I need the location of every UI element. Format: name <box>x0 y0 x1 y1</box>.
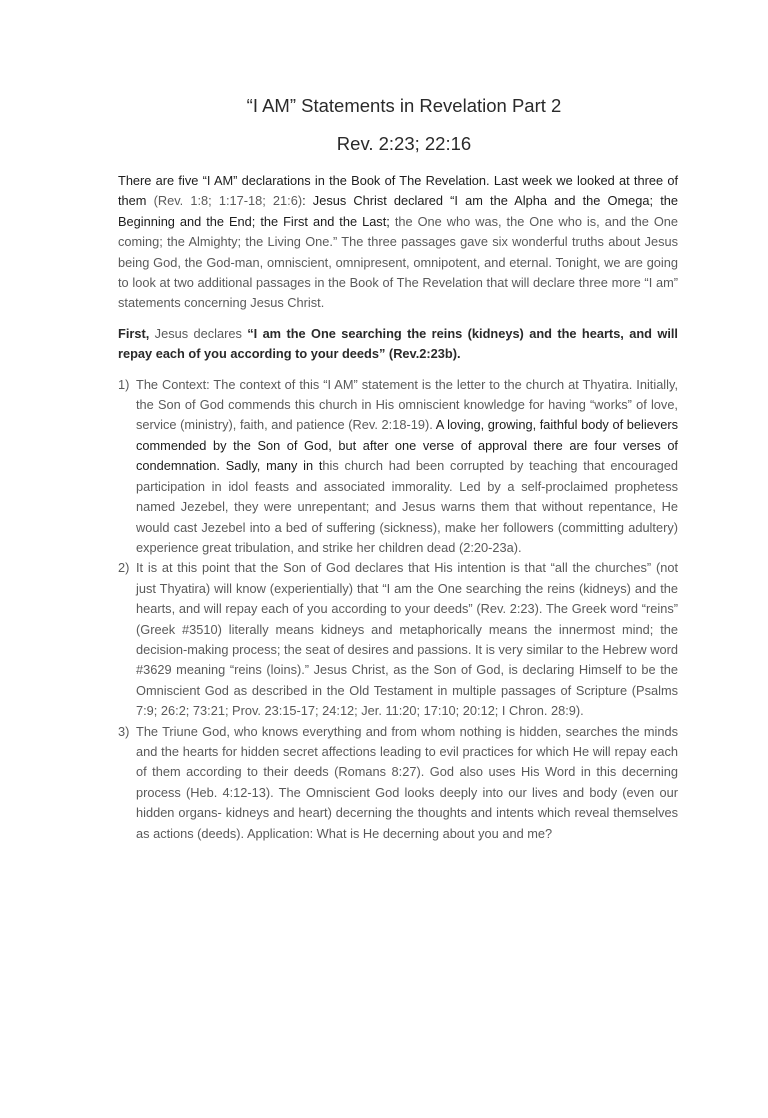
list-item-number: 1) <box>118 376 130 392</box>
list-item-number: 2) <box>118 560 130 576</box>
intro-reference: (Rev. 1:8; 1:17-18; 21:6) <box>146 193 303 209</box>
item-1-text-c: his church had been corrupted by teaching that encouraged participation in idol feasts and associated immorality. Led by a self-proclaimed prophetess named Jezebel, they were unrepentant; and Jesus warns them that without repentance, He would cast Jezebel into a bed of suffering (sickness), make her followers (committing adultery) experience great tribulation, and strike her children dead (2:20-23a). <box>136 458 678 555</box>
first-quote: “I am the One searching the reins (kidneys) and the hearts, and will repay each of you according to your deeds” (Rev.2:23b). <box>118 325 678 362</box>
list-item <box>118 722 678 844</box>
item-2-text: It is at this point that the Son of God declares that His intention is that “all the churches” (not just Thyatira) will know (experientially) that “I am the One searching the reins (kidneys) and the hearts, and will repay each of you according to your deeds” (Rev. 2:23). The Greek word “reins” (Greek #3510) literally means kidneys and metaphorically means the innermost mind; the decision-making process; the seat of desires and passions. It is very similar to the Hebrew word #3629 meaning “reins (loins).” Jesus Christ, as the Son of God, is declaring Himself to be the Omniscient God as described in the Old Testament in multiple passages of Scripture (Psalms 7:9; 26:2; 73:21; Prov. 23:15-17; 24:12; Jer. 11:20; 17:10; 20:12; I Chron. 28:9). <box>136 560 678 719</box>
first-lead: First, <box>118 325 150 341</box>
item-1-text-a: The Context: The context of this “I AM” statement is the letter to the church at Thyatira. Initially, the Son of God commends this church in His omniscient knowledge for having “works” of love, service (ministry), faith, and patience (Rev. 2:18-19). <box>136 376 678 433</box>
intro-paragraph <box>118 171 678 314</box>
document-page <box>0 94 768 1118</box>
intro-declaration: : Jesus Christ declared “I am the Alpha and the Omega; the Beginning and the End; the First and the Last; <box>118 193 678 229</box>
page-title: “I AM” Statements in Revelation Part 2 <box>246 95 562 116</box>
intro-text-1: There are five “I AM” declarations in the Book of The Revelation. Last week we looked at three of them <box>118 173 678 209</box>
item-1-text-b: A loving, growing, faithful body of believers commended by the Son of God, but after one verse of approval there are four verses of condemnation. Sadly, many in t <box>136 417 678 474</box>
intro-text-2: the One who was, the One who is, and the One coming; the Almighty; the Living One.” The three passages gave six wonderful truths about Jesus being God, the God-man, omniscient, omnipresent, omnipotent, and eternal. Tonight, we are going to look at two additional passages in the Book of The Revelation that will declare three more “I am” statements concerning Jesus Christ. <box>118 213 679 311</box>
list-item <box>118 558 678 721</box>
first-statement-paragraph <box>118 324 678 365</box>
points-list <box>118 375 678 844</box>
page-subtitle: Rev. 2:23; 22:16 <box>336 133 472 154</box>
first-mid: Jesus declares <box>149 325 248 341</box>
list-item <box>118 375 678 559</box>
list-item-number: 3) <box>118 723 130 739</box>
item-3-text: The Triune God, who knows everything and from whom nothing is hidden, searches the minds and the hearts for hidden secret affections leading to evil practices for which He will repay each of them according to their deeds (Romans 8:27). God also uses His Word in this decerning process (Heb. 4:12-13). The Omniscient God looks deeply into our lives and body (even our hidden organs- kidneys and heart) decerning the thoughts and intents which reveal themselves as actions (deeds). Application: What is He decerning about you and me? <box>136 723 678 841</box>
